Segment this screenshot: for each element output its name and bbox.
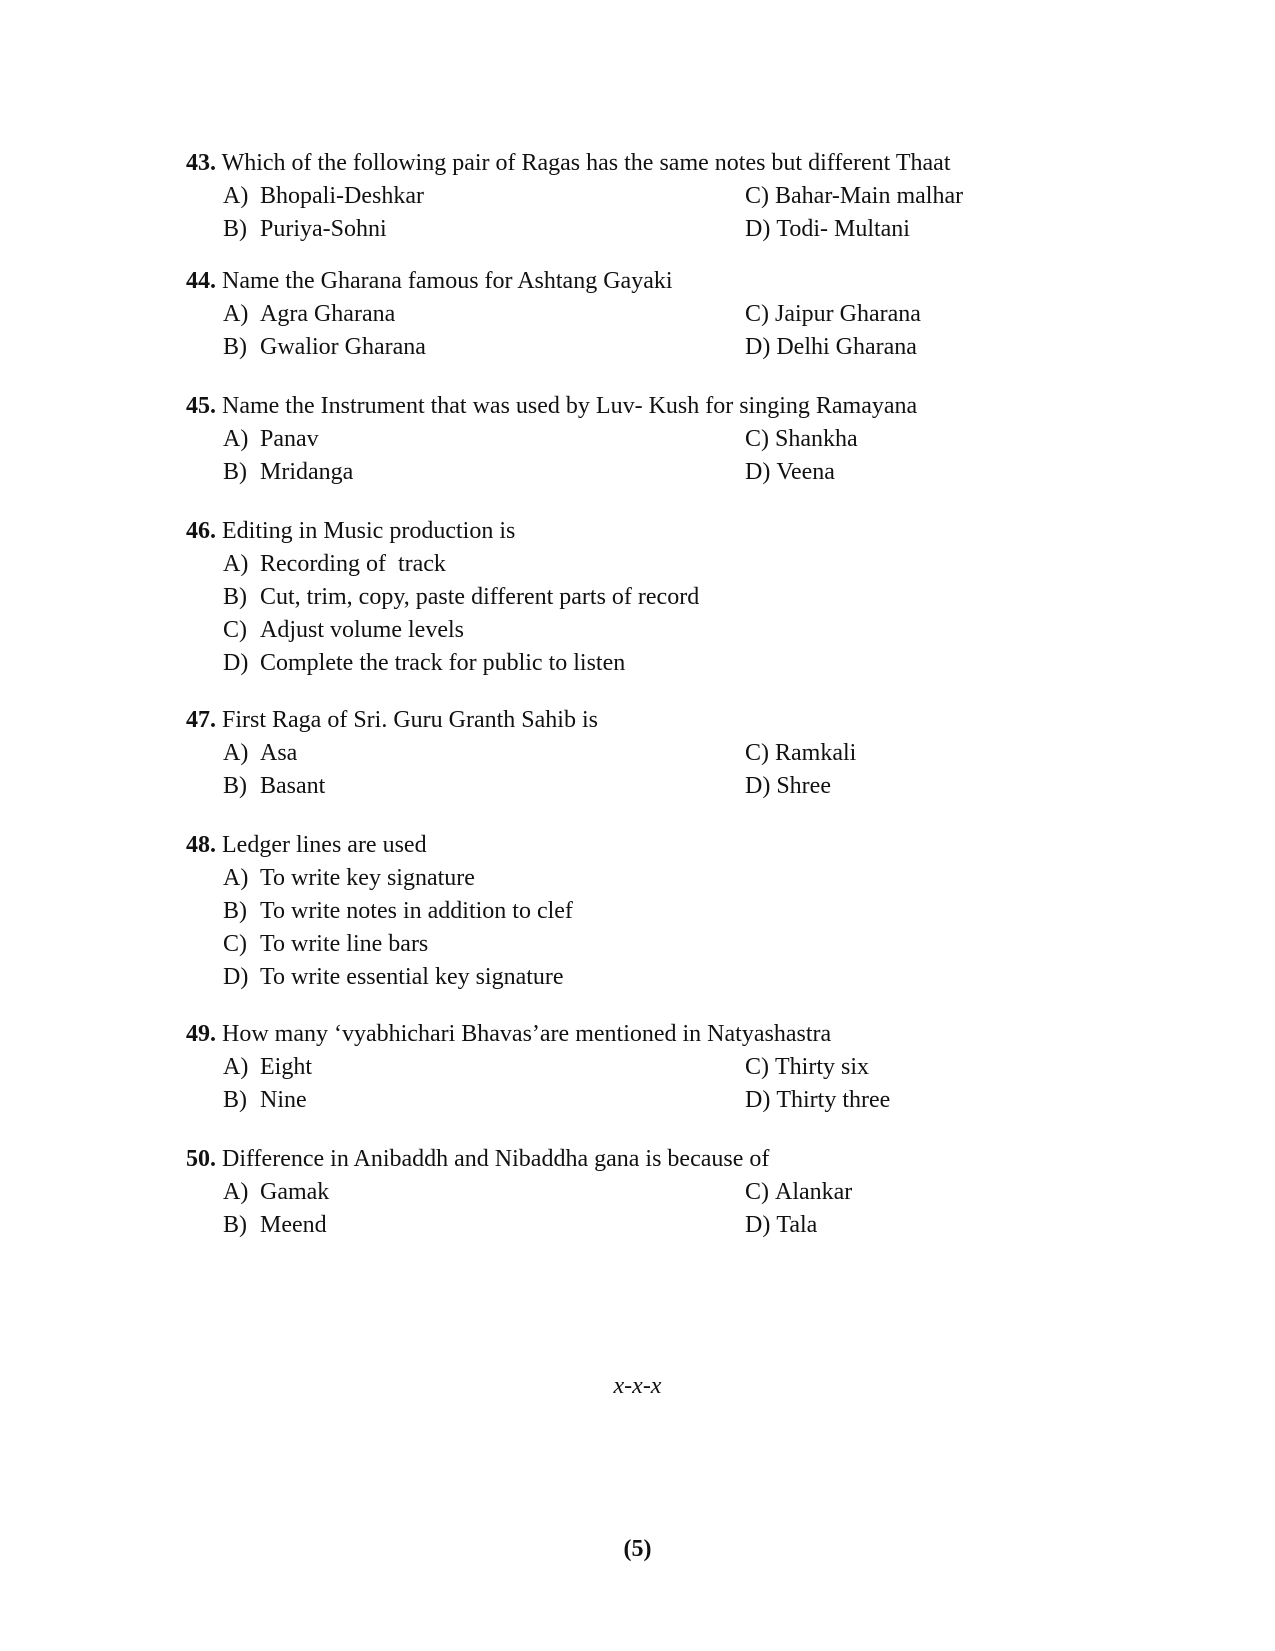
option-letter: B) xyxy=(223,584,247,610)
option-letter: D) xyxy=(745,1087,771,1113)
option-d xyxy=(223,647,1086,680)
option-letter: D) xyxy=(745,216,771,242)
options xyxy=(223,423,1086,489)
option-text: Delhi Gharana xyxy=(776,334,917,360)
question-title xyxy=(186,1018,1086,1051)
option-letter: A) xyxy=(223,1179,249,1205)
question-50 xyxy=(186,1143,1086,1242)
options xyxy=(223,298,1086,364)
question-title xyxy=(186,704,1086,737)
option-text: Thirty six xyxy=(775,1054,869,1080)
option-a xyxy=(223,180,745,213)
option-a xyxy=(223,737,745,770)
option-text: To write notes in addition to clef xyxy=(260,898,573,924)
question-43 xyxy=(186,147,1086,246)
question-number: 46. xyxy=(186,518,216,544)
option-text: To write essential key signature xyxy=(260,964,564,990)
question-text: How many ‘vyabhichari Bhavas’are mentioned in Natyashastra xyxy=(222,1021,832,1047)
option-letter: B) xyxy=(223,334,247,360)
options xyxy=(223,180,1086,246)
option-d xyxy=(745,770,1045,803)
option-letter: B) xyxy=(223,1212,247,1238)
option-a xyxy=(223,862,1086,895)
option-text: Tala xyxy=(776,1212,818,1238)
option-c xyxy=(745,737,1045,770)
option-text: Thirty three xyxy=(776,1087,891,1113)
option-letter: D) xyxy=(223,650,249,676)
option-d xyxy=(745,213,1045,246)
option-letter: B) xyxy=(223,216,247,242)
option-d xyxy=(223,961,1086,994)
option-text: Panav xyxy=(260,426,319,452)
question-title xyxy=(186,1143,1086,1176)
option-b xyxy=(223,456,745,489)
option-letter: A) xyxy=(223,183,249,209)
question-text: Ledger lines are used xyxy=(222,832,427,858)
option-letter: D) xyxy=(223,964,249,990)
question-number: 48. xyxy=(186,832,216,858)
option-a xyxy=(223,548,1086,581)
option-d xyxy=(745,331,1045,364)
question-number: 43. xyxy=(186,150,216,176)
option-letter: D) xyxy=(745,773,771,799)
question-49 xyxy=(186,1018,1086,1117)
question-title xyxy=(186,390,1086,423)
question-45 xyxy=(186,390,1086,489)
question-number: 45. xyxy=(186,393,216,419)
option-letter: C) xyxy=(745,1179,769,1205)
option-letter: B) xyxy=(223,773,247,799)
option-d xyxy=(745,1084,1045,1117)
option-letter: B) xyxy=(223,898,247,924)
option-text: Asa xyxy=(260,740,298,766)
option-d xyxy=(745,456,1045,489)
option-letter: A) xyxy=(223,301,249,327)
question-48 xyxy=(186,829,1086,994)
question-text: Name the Instrument that was used by Luv- Kush for singing Ramayana xyxy=(222,393,918,419)
option-text: Todi- Multani xyxy=(776,216,910,242)
option-b xyxy=(223,581,1086,614)
option-letter: C) xyxy=(745,183,769,209)
option-c xyxy=(223,614,1086,647)
options xyxy=(223,548,1086,680)
question-text: Editing in Music production is xyxy=(222,518,516,544)
option-b xyxy=(223,1084,745,1117)
question-text: Which of the following pair of Ragas has the same notes but different Thaat xyxy=(221,150,951,176)
question-text: Difference in Anibaddh and Nibaddha gana is because of xyxy=(222,1146,770,1172)
option-text: Adjust volume levels xyxy=(260,617,464,643)
question-title xyxy=(186,147,1086,180)
question-text: First Raga of Sri. Guru Granth Sahib is xyxy=(222,707,598,733)
question-number: 50. xyxy=(186,1146,216,1172)
option-text: To write line bars xyxy=(260,931,429,957)
option-letter: B) xyxy=(223,1087,247,1113)
question-44 xyxy=(186,265,1086,364)
option-text: Veena xyxy=(776,459,835,485)
option-c xyxy=(745,180,1045,213)
option-letter: C) xyxy=(745,301,769,327)
option-text: Bahar-Main malhar xyxy=(775,183,964,209)
option-letter: D) xyxy=(745,334,771,360)
option-letter: C) xyxy=(745,740,769,766)
question-title xyxy=(186,265,1086,298)
option-text: Alankar xyxy=(775,1179,853,1205)
option-text: Gamak xyxy=(260,1179,330,1205)
options xyxy=(223,737,1086,803)
option-text: Shree xyxy=(776,773,831,799)
options xyxy=(223,1176,1086,1242)
option-text: Shankha xyxy=(775,426,858,452)
option-c xyxy=(223,928,1086,961)
option-letter: C) xyxy=(223,617,247,643)
options xyxy=(223,862,1086,994)
option-a xyxy=(223,298,745,331)
option-letter: C) xyxy=(745,1054,769,1080)
option-text: Ramkali xyxy=(775,740,857,766)
option-text: To write key signature xyxy=(260,865,475,891)
option-text: Eight xyxy=(260,1054,312,1080)
option-letter: A) xyxy=(223,865,249,891)
question-title xyxy=(186,515,1086,548)
option-text: Jaipur Gharana xyxy=(775,301,921,327)
question-47 xyxy=(186,704,1086,803)
option-b xyxy=(223,770,745,803)
option-letter: A) xyxy=(223,426,249,452)
option-letter: B) xyxy=(223,459,247,485)
option-a xyxy=(223,1051,745,1084)
option-text: Puriya-Sohni xyxy=(260,216,387,242)
option-text: Bhopali-Deshkar xyxy=(260,183,424,209)
option-text: Cut, trim, copy, paste different parts of record xyxy=(260,584,700,610)
option-text: Agra Gharana xyxy=(260,301,396,327)
option-letter: A) xyxy=(223,551,249,577)
option-letter: A) xyxy=(223,1054,249,1080)
option-text: Gwalior Gharana xyxy=(260,334,426,360)
page-number: (5) xyxy=(623,1536,652,1562)
options xyxy=(223,1051,1086,1117)
question-title xyxy=(186,829,1086,862)
option-c xyxy=(745,1176,1045,1209)
option-letter: C) xyxy=(745,426,769,452)
option-b xyxy=(223,331,745,364)
option-d xyxy=(745,1209,1045,1242)
option-letter: C) xyxy=(223,931,247,957)
option-text: Meend xyxy=(260,1212,327,1238)
option-text: Nine xyxy=(260,1087,307,1113)
option-letter: D) xyxy=(745,1212,771,1238)
option-b xyxy=(223,895,1086,928)
option-text: Mridanga xyxy=(260,459,354,485)
option-c xyxy=(745,1051,1045,1084)
option-letter: D) xyxy=(745,459,771,485)
option-letter: A) xyxy=(223,740,249,766)
option-a xyxy=(223,423,745,456)
question-text: Name the Gharana famous for Ashtang Gayaki xyxy=(222,268,673,294)
question-number: 44. xyxy=(186,268,216,294)
option-text: Recording of track xyxy=(260,551,446,577)
end-mark: x-x-x xyxy=(613,1373,662,1399)
question-number: 47. xyxy=(186,707,216,733)
question-46 xyxy=(186,515,1086,680)
option-text: Complete the track for public to listen xyxy=(260,650,626,676)
option-c xyxy=(745,298,1045,331)
option-b xyxy=(223,213,745,246)
question-number: 49. xyxy=(186,1021,216,1047)
option-c xyxy=(745,423,1045,456)
option-a xyxy=(223,1176,745,1209)
option-text: Basant xyxy=(260,773,326,799)
option-b xyxy=(223,1209,745,1242)
